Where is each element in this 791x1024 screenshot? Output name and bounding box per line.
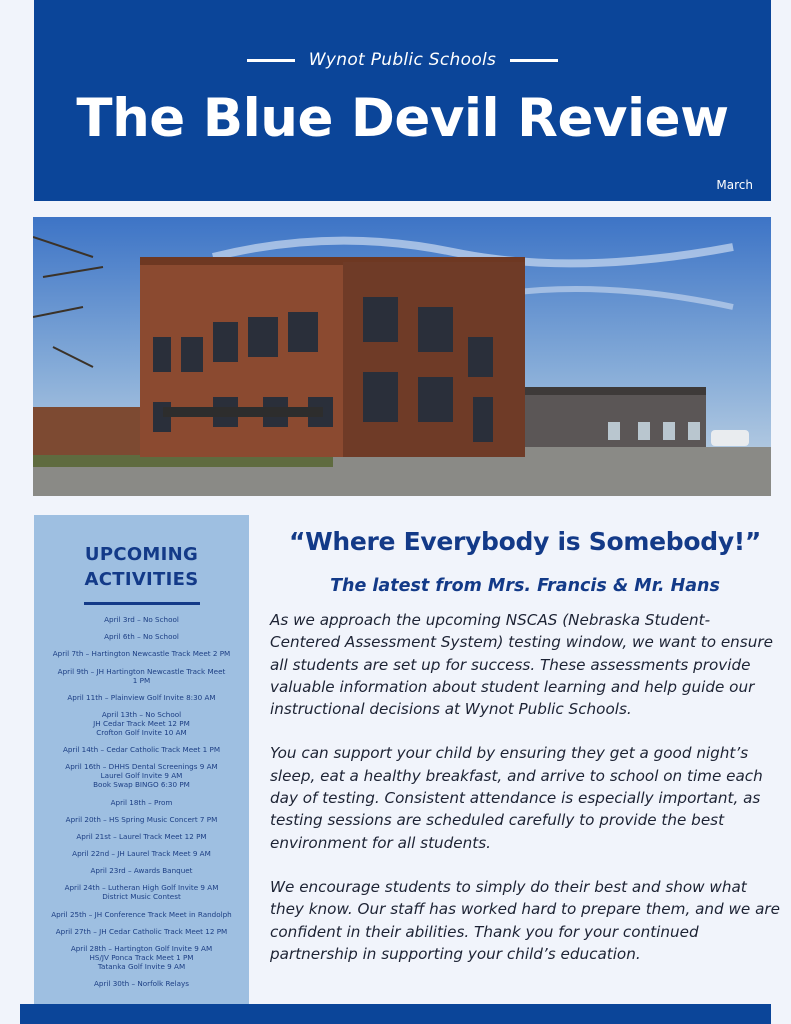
org-rule-right <box>510 59 558 62</box>
activity-line: April 7th – Hartington Newcastle Track Meet 2 PM <box>52 649 231 659</box>
activity-line: District Music Contest <box>102 892 181 902</box>
article-paragraph: We encourage students to simply do their best and show what they know. Our staff has worked hard to prepare them, and we are confident in their abilities. Thank you for your continued partnership in supporting your child’s education. <box>270 877 780 963</box>
main-article <box>270 527 780 965</box>
activity-item <box>40 649 243 658</box>
activity-line: HS/JV Ponca Track Meet 1 PM <box>89 953 194 962</box>
activity-line: JH Cedar Track Meet 12 PM <box>93 718 190 728</box>
activity-line: April 9th – JH Hartington Newcastle Track Meet <box>57 666 226 676</box>
school-building-photo <box>33 217 771 496</box>
activity-line: April 28th – Hartington Golf Invite 9 AM <box>70 944 213 953</box>
activity-item <box>40 615 243 624</box>
activity-line: April 21st – Laurel Track Meet 12 PM <box>76 831 207 841</box>
footer-bar <box>20 1004 771 1024</box>
article-byline: The latest from Mrs. Francis & Mr. Hans <box>330 576 720 596</box>
newsletter-header <box>34 0 771 201</box>
activity-line: April 23rd – Awards Banquet <box>90 866 193 876</box>
activity-line: April 20th – HS Spring Music Concert 7 PM <box>65 814 218 824</box>
activity-line: April 13th – No School <box>101 709 182 719</box>
activities-list <box>34 615 249 988</box>
activity-line: April 3rd – No School <box>104 615 179 624</box>
activity-item <box>40 798 243 807</box>
org-row <box>34 50 771 70</box>
activity-line: Tatanka Golf Invite 9 AM <box>97 962 186 971</box>
activity-line: April 22nd – JH Laurel Track Meet 9 AM <box>72 849 211 859</box>
activity-line: 1 PM <box>132 675 151 685</box>
activity-line: April 24th – Lutheran High Golf Invite 9 AM <box>64 883 219 893</box>
activity-line: April 14th – Cedar Catholic Track Meet 1 PM <box>62 745 221 755</box>
activity-item <box>40 832 243 841</box>
activity-item <box>40 910 243 919</box>
activity-item <box>40 866 243 875</box>
school-name: Wynot Public Schools <box>308 50 497 70</box>
activity-item <box>40 762 243 789</box>
article-paragraph: As we approach the upcoming NSCAS (Nebraska Student-Centered Assessment System) testing window, we want to ensure all students are set up for success. These assessments provide valuable information about student learning and help guide our instructional decisions at Wynot Public Schools. <box>270 611 773 719</box>
activity-line: Laurel Golf Invite 9 AM <box>100 771 183 781</box>
activity-line: Book Swap BINGO 6:30 PM <box>93 780 190 790</box>
activity-item <box>40 944 243 971</box>
activity-item <box>40 979 243 988</box>
activity-line: April 30th – Norfolk Relays <box>94 979 189 989</box>
activity-line: April 25th – JH Conference Track Meet in Randolph <box>51 909 232 919</box>
activity-item <box>40 883 243 901</box>
issue-month: March <box>716 178 753 192</box>
upcoming-activities-panel <box>34 515 249 1010</box>
org-rule-left <box>247 59 295 62</box>
activity-item <box>40 710 243 737</box>
activity-item <box>40 693 243 702</box>
activities-heading-line2: ACTIVITIES <box>84 569 199 590</box>
activity-item <box>40 632 243 641</box>
activity-line: April 16th – DHHS Dental Screenings 9 AM <box>65 762 218 772</box>
activity-line: April 6th – No School <box>104 632 179 642</box>
activities-divider <box>84 602 200 605</box>
activity-line: April 11th – Plainview Golf Invite 8:30 AM <box>67 692 216 702</box>
activity-item <box>40 815 243 824</box>
activity-item <box>40 745 243 754</box>
activity-line: April 18th – Prom <box>110 797 173 807</box>
activity-item <box>40 667 243 685</box>
activity-line: Crofton Golf Invite 10 AM <box>96 727 187 737</box>
activity-item <box>40 849 243 858</box>
newsletter-title: The Blue Devil Review <box>76 88 729 149</box>
activities-heading-line1: UPCOMING <box>84 544 199 565</box>
school-motto: “Where Everybody is Somebody!” <box>288 527 762 556</box>
activity-item <box>40 927 243 936</box>
activities-heading <box>34 542 249 592</box>
activity-line: April 27th – JH Cedar Catholic Track Meet 12 PM <box>55 926 228 936</box>
article-paragraph: You can support your child by ensuring they get a good night’s sleep, eat a healthy breakfast, and arrive to school on time each day of testing. Consistent attendance is especially important, as testing sessions are scheduled carefully to provide the best environment for all students. <box>270 744 763 852</box>
